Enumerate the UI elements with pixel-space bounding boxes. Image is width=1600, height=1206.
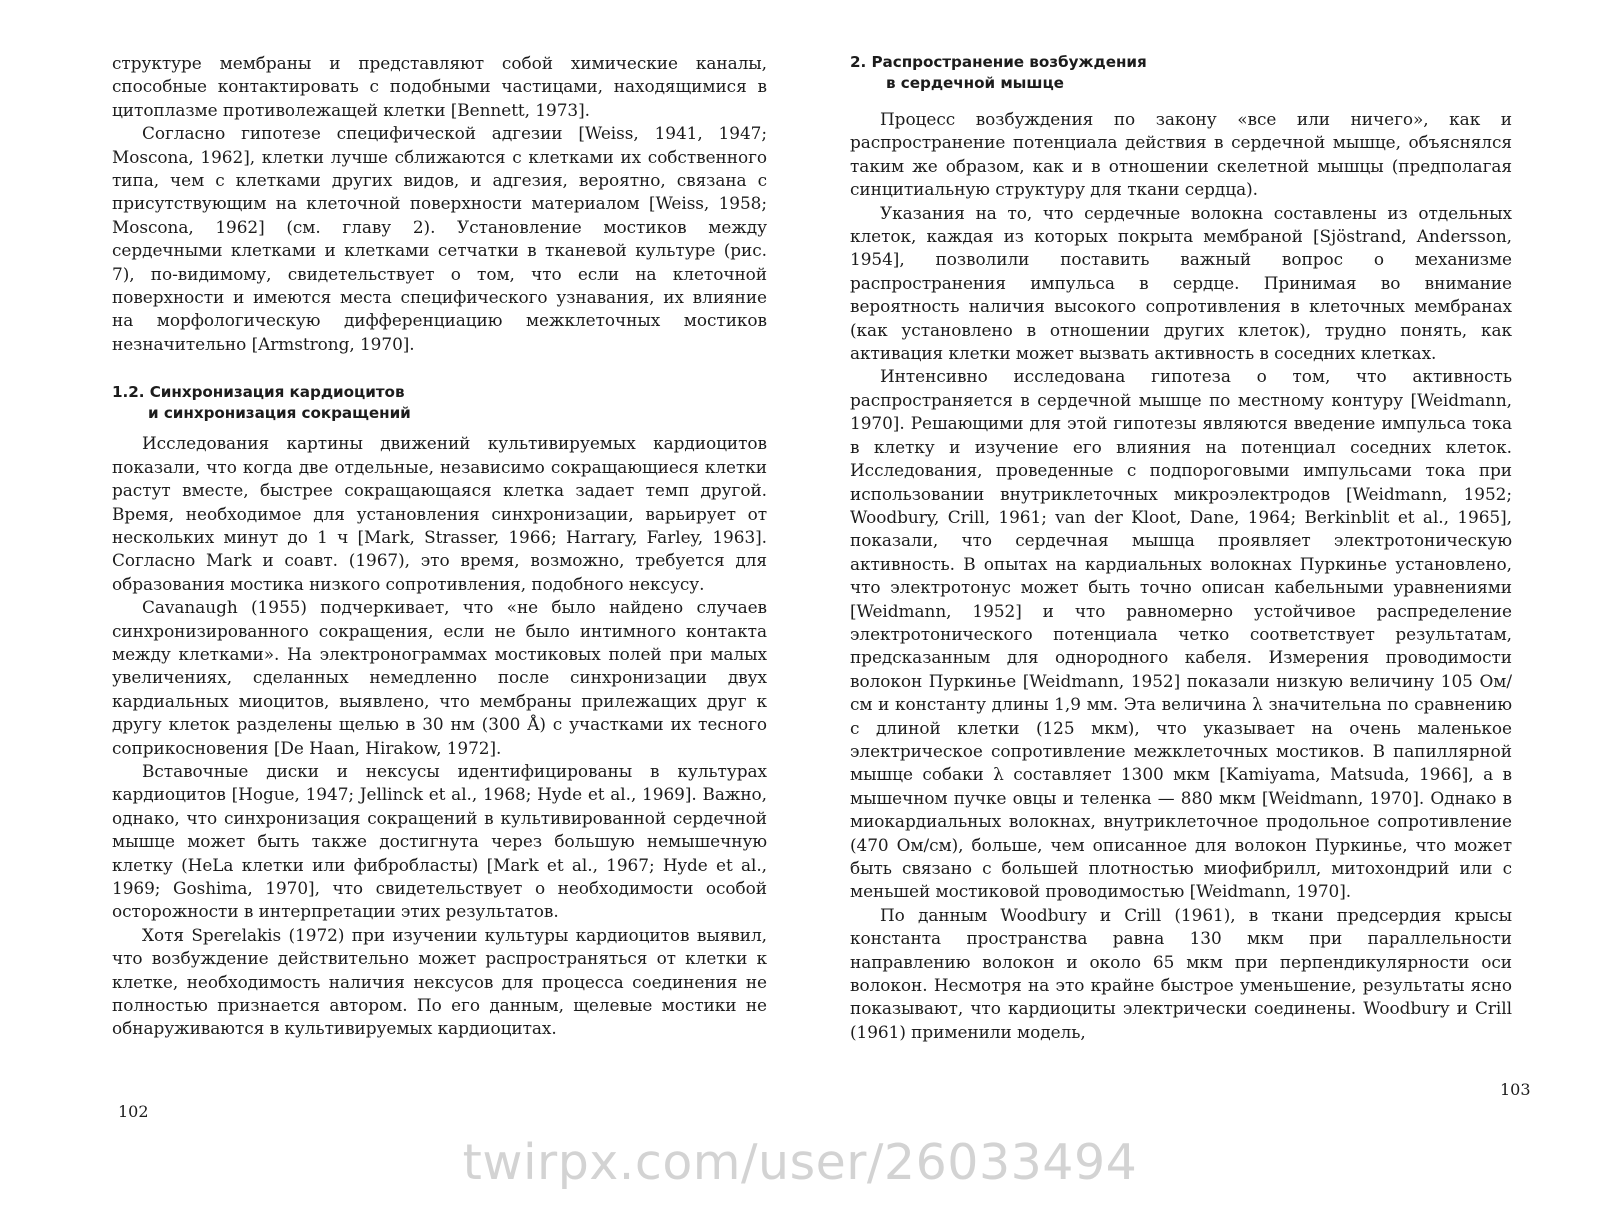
paragraph: Cavanaugh (1955) подчеркивает, что «не было найдено случаев синхронизированного сокращения, если не было интимного контакта между клетками». На электронограммах мостиковых полей при малых увеличениях, сделанных немедленно после синхронизации двух кардиальных миоцитов, выявлено, что мембраны прилежащих друг к другу клеток разделены щелью в 30 нм (300 Å) с участками их тесного соприкосновения [De Haan, Hirakow, 1972]. (112, 597, 767, 758)
paragraph: По данным Woodbury и Crill (1961), в ткани предсердия крысы константа пространства равна 130 мкм при параллельности направлению волокон и около 65 мкм при перпендикулярности оси волокон. Несмотря на это крайне быстрое уменьшение, результаты ясно показывают, что кардиоциты электрически соединены. Woodbury и Crill (1961) применили модель, (850, 904, 1512, 1042)
chapter-heading (850, 52, 1512, 94)
section-heading (112, 382, 767, 424)
right-page (800, 0, 1600, 1206)
paragraph: Указания на то, что сердечные волокна составлены из отдельных клеток, каждая из которых покрыта мембраной [Sjöstrand, Andersson, 1954], позволили поставить важный вопрос о механизме распространения импульса в сердце. Принимая во внимание вероятность наличия высокого сопротивления в клеточных мембранах (как установлено в отношении других клеток), трудно понять, как активация клетки может вызвать активность в соседних клетках. (850, 202, 1512, 364)
watermark: twirpx.com/user/26033494 (462, 1134, 1138, 1191)
section-heading-line2: и синхронизация сокращений (148, 404, 411, 423)
paragraph: Процесс возбуждения по закону «все или ничего», как и распространение потенциала действия в сердечной мышце, объяснялся таким же образом, как и в отношении скелетной мышцы (предполагая синцитиальную структуру для ткани сердца). (850, 109, 1512, 200)
paragraph: Хотя Sperelakis (1972) при изучении культуры кардиоцитов выявил, что возбуждение действительно может распространяться от клетки к клетке, необходимость наличия нексусов для процесса соединения не полностью признается автором. По его данным, щелевые мостики не обнаруживаются в культивируемых кардиоцитах. (112, 924, 767, 1039)
paragraph: структуре мембраны и представляют собой химические каналы, способные контактировать с подобными частицами, находящимися в цитоплазме противолежащей клетки [Bennett, 1973]. (112, 53, 767, 120)
chapter-heading-line2: в сердечной мышце (886, 74, 1064, 92)
paragraph: Вставочные диски и нексусы идентифицированы в культурах кардиоцитов [Hogue, 1947; Jellinck et al., 1968; Hyde et al., 1969]. Важно, однако, что синхронизация сокращений в культивированной сердечной мышце может быть также достигнута через большую немышечную клетку (HeLa клетки или фибробласты) [Mark et al., 1967; Hyde et al., 1969; Goshima, 1970], что свидетельствует о необходимости особой осторожности в интерпретации этих результатов. (112, 760, 767, 922)
page-number: 103 (1500, 1080, 1531, 1099)
right-text-column (850, 52, 1512, 1044)
section-heading-line1: 1.2. Синхронизация кардиоцитов (112, 383, 405, 402)
paragraph: Исследования картины движений культивируемых кардиоцитов показали, что когда две отдельные, независимо сокращающиеся клетки растут вместе, быстрее сокращающаяся клетка задает темп другой. Время, необходимое для установления синхронизации, варьирует от нескольких минут до 1 ч [Mark, Strasser, 1966; Harrary, Farley, 1963]. Согласно Mark и соавт. (1967), это время, возможно, требуется для образования мостика низкого сопротивления, подобного нексусу. (112, 433, 767, 594)
left-text-column (112, 52, 767, 1041)
chapter-heading-line1: 2. Распространение возбуждения (850, 53, 1147, 71)
paragraph: Интенсивно исследована гипотеза о том, что активность распространяется в сердечной мышце по местному контуру [Weidmann, 1970]. Решающими для этой гипотезы являются введение импульса тока в клетку и изучение его влияния на потенциал соседних клеток. Исследования, проведенные с подпороговыми импульсами тока при использовании внутриклеточных микроэлектродов [Weidmann, 1952; Woodbury, Crill, 1961; van der Kloot, Dane, 1964; Berkinblit et al., 1965], показали, что сердечная мышца проявляет электротоническую активность. В опытах на кардиальных волокнах Пуркинье установлено, что электротонус может быть точно описан кабельными уравнениями [Weidmann, 1952] и что равномерно устойчивое распределение электротонического потенциала четко соответствует результатам, предсказанным для однородного кабеля. Измерения проводимости волокон Пуркинье [Weidmann, 1952] показали низкую величину 105 Ом/см и константу длины 1,9 мм. Эта величина λ значительна по сравнению с длиной клетки (125 мкм), что указывает на очень маленькое электрическое сопротивление межклеточных мостиков. В папиллярной мышце собаки λ составляет 1300 мкм [Kamiyama, Matsuda, 1966], а в мышечном пучке овцы и теленка — 880 мкм [Weidmann, 1970]. Однако в миокардиальных волокнах, внутриклеточное продольное сопротивление (470 Ом/см), больше, чем описанное для волокон Пуркинье, что может быть связано с большей плотностью миофибрилл, митохондрий или с меньшей мостиковой проводимостью [Weidmann, 1970]. (850, 366, 1512, 902)
page-number: 102 (118, 1102, 149, 1121)
paragraph: Согласно гипотезе специфической адгезии [Weiss, 1941, 1947; Moscona, 1962], клетки лучше сближаются с клетками их собственного типа, чем с клетками других видов, и адгезия, вероятно, связана с присутствующим на клеточной поверхности материалом [Weiss, 1958; Moscona, 1962] (см. главу 2). Установление мостиков между сердечными клетками и клетками сетчатки в тканевой культуре (рис. 7), по-видимому, свидетельствует о том, что если на клеточной поверхности и имеются места специфического узнавания, их влияние на морфологическую дифференциацию межклеточных мостиков незначительно [Armstrong, 1970]. (112, 123, 767, 354)
